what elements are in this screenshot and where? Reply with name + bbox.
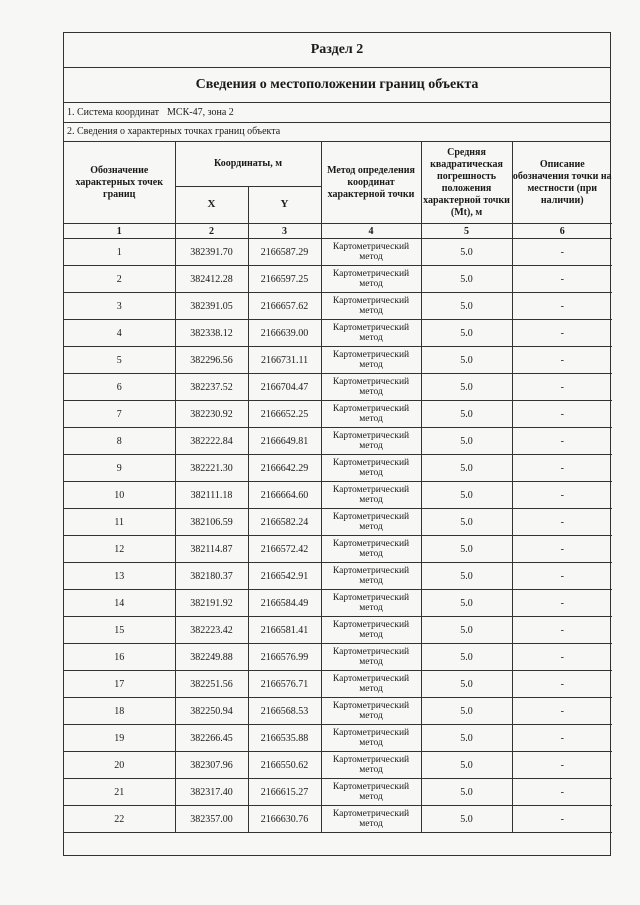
table-row [64,482,612,509]
cell-error: 5.0 [421,590,512,617]
header-method: Метод определения координат характерной точки [321,142,421,224]
cell-point-number: 17 [64,671,175,698]
cell-error: 5.0 [421,806,512,833]
cell-method: Картометрический метод [321,806,421,833]
cell-method: Картометрический метод [321,455,421,482]
cell-method: Картометрический метод [321,698,421,725]
cell-point-number: 12 [64,536,175,563]
cell-error: 5.0 [421,725,512,752]
cell-y: 2166630.76 [248,806,321,833]
cell-y: 2166642.29 [248,455,321,482]
cell-description: - [512,509,612,536]
cell-error: 5.0 [421,239,512,266]
cell-x: 382251.56 [175,671,248,698]
cell-description: - [512,239,612,266]
cell-point-number: 16 [64,644,175,671]
cell-x: 382223.42 [175,617,248,644]
table-row [64,752,612,779]
table-row [64,536,612,563]
column-number: 2 [175,224,248,239]
cell-point-number: 3 [64,293,175,320]
cell-x: 382230.92 [175,401,248,428]
cell-description: - [512,644,612,671]
cell-description: - [512,266,612,293]
cell-description: - [512,347,612,374]
cell-point-number: 7 [64,401,175,428]
table-row [64,401,612,428]
header-y: Y [248,187,321,224]
column-number: 4 [321,224,421,239]
cell-description: - [512,698,612,725]
cell-point-number: 15 [64,617,175,644]
cell-point-number: 5 [64,347,175,374]
document-page [63,32,611,856]
cell-y: 2166550.62 [248,752,321,779]
cell-point-number: 20 [64,752,175,779]
cell-x: 382222.84 [175,428,248,455]
cell-method: Картометрический метод [321,590,421,617]
section-subtitle: Сведения о местоположении границ объекта [64,68,610,103]
cell-y: 2166615.27 [248,779,321,806]
table-row [64,644,612,671]
cell-x: 382391.70 [175,239,248,266]
cell-x: 382338.12 [175,320,248,347]
cell-error: 5.0 [421,374,512,401]
cell-x: 382266.45 [175,725,248,752]
cell-x: 382249.88 [175,644,248,671]
coord-system-label: 1. Система координат [67,107,160,118]
cell-point-number: 14 [64,590,175,617]
cell-point-number: 10 [64,482,175,509]
cell-x: 382296.56 [175,347,248,374]
table-row [64,698,612,725]
cell-method: Картометрический метод [321,536,421,563]
table-row [64,293,612,320]
cell-error: 5.0 [421,320,512,347]
table-row [64,374,612,401]
cell-error: 5.0 [421,563,512,590]
cell-x: 382180.37 [175,563,248,590]
header-error: Средняя квадратическая погрешность положения характерной точки (Mt), м [421,142,512,224]
cell-point-number: 6 [64,374,175,401]
cell-method: Картометрический метод [321,617,421,644]
cell-y: 2166657.62 [248,293,321,320]
table-row [64,590,612,617]
cell-method: Картометрический метод [321,374,421,401]
table-row [64,806,612,833]
section-title: Раздел 2 [64,33,610,68]
table-row [64,671,612,698]
cell-description: - [512,320,612,347]
cell-x: 382357.00 [175,806,248,833]
cell-error: 5.0 [421,779,512,806]
header-x: X [175,187,248,224]
points-heading: 2. Сведения о характерных точках границ объекта [64,123,610,142]
cell-method: Картометрический метод [321,320,421,347]
cell-description: - [512,590,612,617]
cell-method: Картометрический метод [321,266,421,293]
cell-method: Картометрический метод [321,725,421,752]
column-number: 5 [421,224,512,239]
cell-description: - [512,671,612,698]
cell-error: 5.0 [421,293,512,320]
cell-x: 382317.40 [175,779,248,806]
cell-description: - [512,374,612,401]
cell-y: 2166535.88 [248,725,321,752]
cell-point-number: 18 [64,698,175,725]
table-row [64,428,612,455]
cell-error: 5.0 [421,698,512,725]
cell-x: 382412.28 [175,266,248,293]
cell-point-number: 13 [64,563,175,590]
cell-method: Картометрический метод [321,563,421,590]
table-row [64,239,612,266]
header-coordinates: Координаты, м [175,142,321,187]
table-row [64,725,612,752]
table-row [64,266,612,293]
cell-point-number: 21 [64,779,175,806]
cell-error: 5.0 [421,536,512,563]
cell-error: 5.0 [421,428,512,455]
cell-error: 5.0 [421,266,512,293]
cell-error: 5.0 [421,509,512,536]
cell-method: Картометрический метод [321,482,421,509]
cell-error: 5.0 [421,671,512,698]
cell-y: 2166704.47 [248,374,321,401]
column-number: 3 [248,224,321,239]
column-number-row [64,224,612,239]
cell-error: 5.0 [421,455,512,482]
table-row [64,347,612,374]
cell-y: 2166587.29 [248,239,321,266]
cell-point-number: 8 [64,428,175,455]
cell-y: 2166568.53 [248,698,321,725]
cell-description: - [512,401,612,428]
cell-y: 2166582.24 [248,509,321,536]
table-row [64,617,612,644]
cell-y: 2166652.25 [248,401,321,428]
cell-description: - [512,455,612,482]
table-row [64,509,612,536]
cell-point-number: 9 [64,455,175,482]
cell-method: Картометрический метод [321,347,421,374]
cell-description: - [512,725,612,752]
cell-y: 2166576.99 [248,644,321,671]
cell-point-number: 1 [64,239,175,266]
cell-method: Картометрический метод [321,428,421,455]
table-row [64,320,612,347]
cell-point-number: 11 [64,509,175,536]
cell-error: 5.0 [421,644,512,671]
cell-x: 382221.30 [175,455,248,482]
table-footer-space [64,833,610,855]
table-row [64,779,612,806]
cell-y: 2166572.42 [248,536,321,563]
cell-x: 382237.52 [175,374,248,401]
column-number: 6 [512,224,612,239]
cell-y: 2166597.25 [248,266,321,293]
points-table [64,142,612,833]
cell-y: 2166639.00 [248,320,321,347]
table-row [64,563,612,590]
header-description: Описание обозначения точки на местности (при наличии) [512,142,612,224]
cell-description: - [512,617,612,644]
coord-system-value: МСК-47, зона 2 [167,107,234,118]
cell-error: 5.0 [421,752,512,779]
cell-point-number: 19 [64,725,175,752]
cell-error: 5.0 [421,482,512,509]
cell-method: Картометрический метод [321,401,421,428]
cell-description: - [512,428,612,455]
cell-point-number: 2 [64,266,175,293]
cell-description: - [512,482,612,509]
cell-point-number: 4 [64,320,175,347]
cell-x: 382114.87 [175,536,248,563]
cell-description: - [512,779,612,806]
cell-x: 382250.94 [175,698,248,725]
cell-x: 382307.96 [175,752,248,779]
cell-description: - [512,563,612,590]
cell-method: Картометрический метод [321,644,421,671]
cell-method: Картометрический метод [321,509,421,536]
cell-y: 2166581.41 [248,617,321,644]
coord-system-row [64,103,610,123]
cell-x: 382391.05 [175,293,248,320]
cell-method: Картометрический метод [321,671,421,698]
cell-method: Картометрический метод [321,779,421,806]
cell-y: 2166576.71 [248,671,321,698]
cell-x: 382111.18 [175,482,248,509]
cell-x: 382106.59 [175,509,248,536]
cell-y: 2166731.11 [248,347,321,374]
cell-y: 2166664.60 [248,482,321,509]
cell-description: - [512,806,612,833]
table-row [64,455,612,482]
cell-method: Картометрический метод [321,239,421,266]
cell-description: - [512,536,612,563]
cell-error: 5.0 [421,401,512,428]
header-designation: Обозначение характерных точек границ [64,142,175,224]
cell-y: 2166649.81 [248,428,321,455]
cell-error: 5.0 [421,347,512,374]
cell-description: - [512,293,612,320]
column-number: 1 [64,224,175,239]
cell-x: 382191.92 [175,590,248,617]
cell-method: Картометрический метод [321,293,421,320]
cell-y: 2166542.91 [248,563,321,590]
cell-method: Картометрический метод [321,752,421,779]
cell-y: 2166584.49 [248,590,321,617]
cell-error: 5.0 [421,617,512,644]
cell-point-number: 22 [64,806,175,833]
cell-description: - [512,752,612,779]
